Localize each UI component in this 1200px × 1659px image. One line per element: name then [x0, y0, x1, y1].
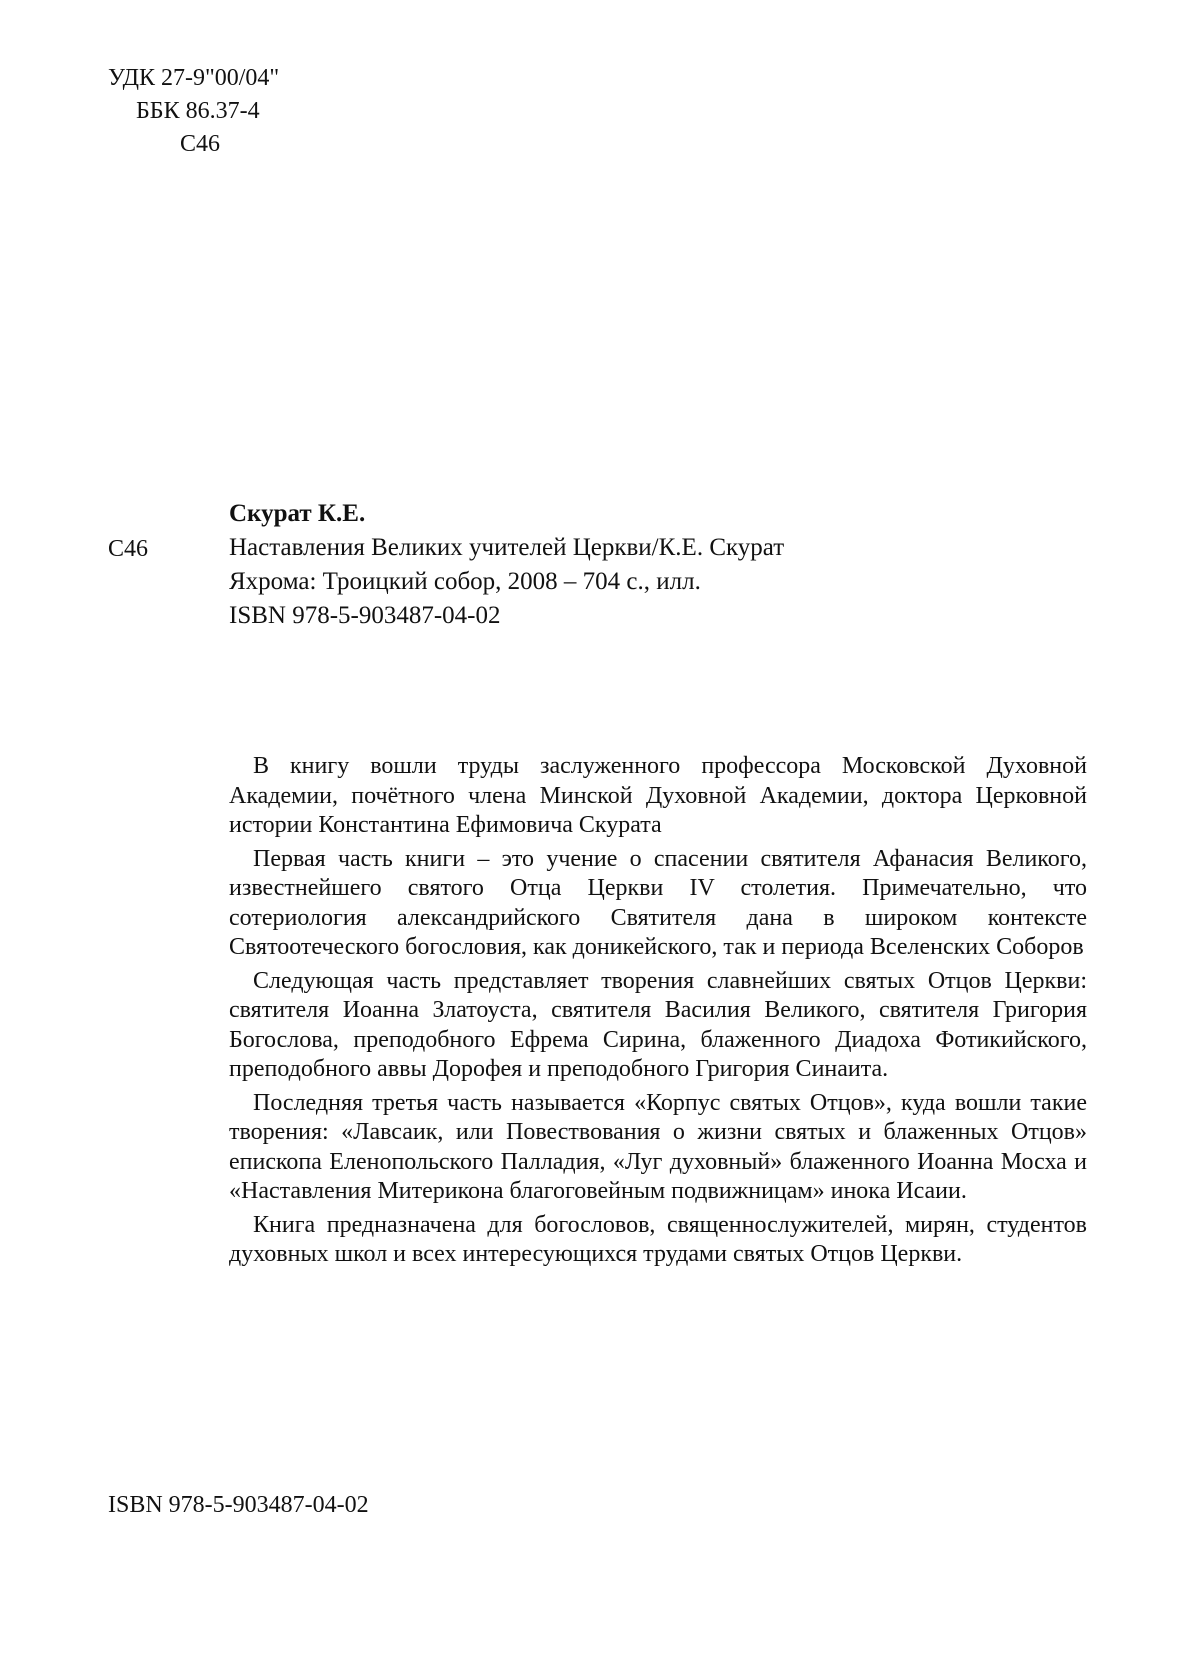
record-author: Скурат К.Е. [229, 500, 366, 527]
annotation-paragraph: Первая часть книги – это учение о спасении святителя Афанасия Великого, известнейшего святого Отца Церкви IV столетия. Примечательно, что сотериология александрийского Святителя дана в широком контексте Святоотеческого богословия, как доникейского, так и периода Вселенских Соборов [229, 845, 1087, 960]
annotation [229, 752, 1087, 1274]
record-imprint: Яхрома: Троицкий собор, 2008 – 704 с., илл. [229, 568, 701, 595]
bibliographic-record [229, 497, 784, 633]
udk-index: УДК 27-9"00/04" [108, 65, 280, 91]
annotation-paragraph: Книга предназначена для богословов, священнослужителей, мирян, студентов духовных школ и всех интересующихся трудами святых Отцов Церкви. [229, 1211, 1087, 1267]
annotation-paragraph: В книгу вошли труды заслуженного профессора Московской Духовной Академии, почётного члена Минской Духовной Академии, доктора Церковной истории Константина Ефимовича Скурата [229, 753, 1087, 838]
bbk-index: ББК 86.37-4 [136, 98, 260, 124]
annotation-paragraph: Следующая часть представляет творения славнейших святых Отцов Церкви: святителя Иоанна Златоуста, святителя Василия Великого, святителя Григория Богослова, преподобного Ефрема Сирина, блаженного Диадоха Фотикийского, преподобного аввы Дорофея и преподобного Григория Синаита. [229, 967, 1087, 1082]
author-code-top: С46 [180, 131, 221, 157]
author-code-record: С46 [108, 536, 149, 562]
footer-isbn: ISBN 978-5-903487-04-02 [108, 1492, 369, 1518]
record-title: Наставления Великих учителей Церкви/К.Е. Скурат [229, 534, 785, 561]
record-isbn: ISBN 978-5-903487-04-02 [229, 602, 501, 629]
annotation-paragraph: Последняя третья часть называется «Корпус святых Отцов», куда вошли такие творения: «Лавсаик, или Повествования о жизни святых и блаженных Отцов» епископа Еленопольского Палладия, «Луг духовный» блаженного Иоанна Мосха и «Наставления Митерикона благоговейным подвижницам» инока Исаии. [229, 1089, 1087, 1204]
